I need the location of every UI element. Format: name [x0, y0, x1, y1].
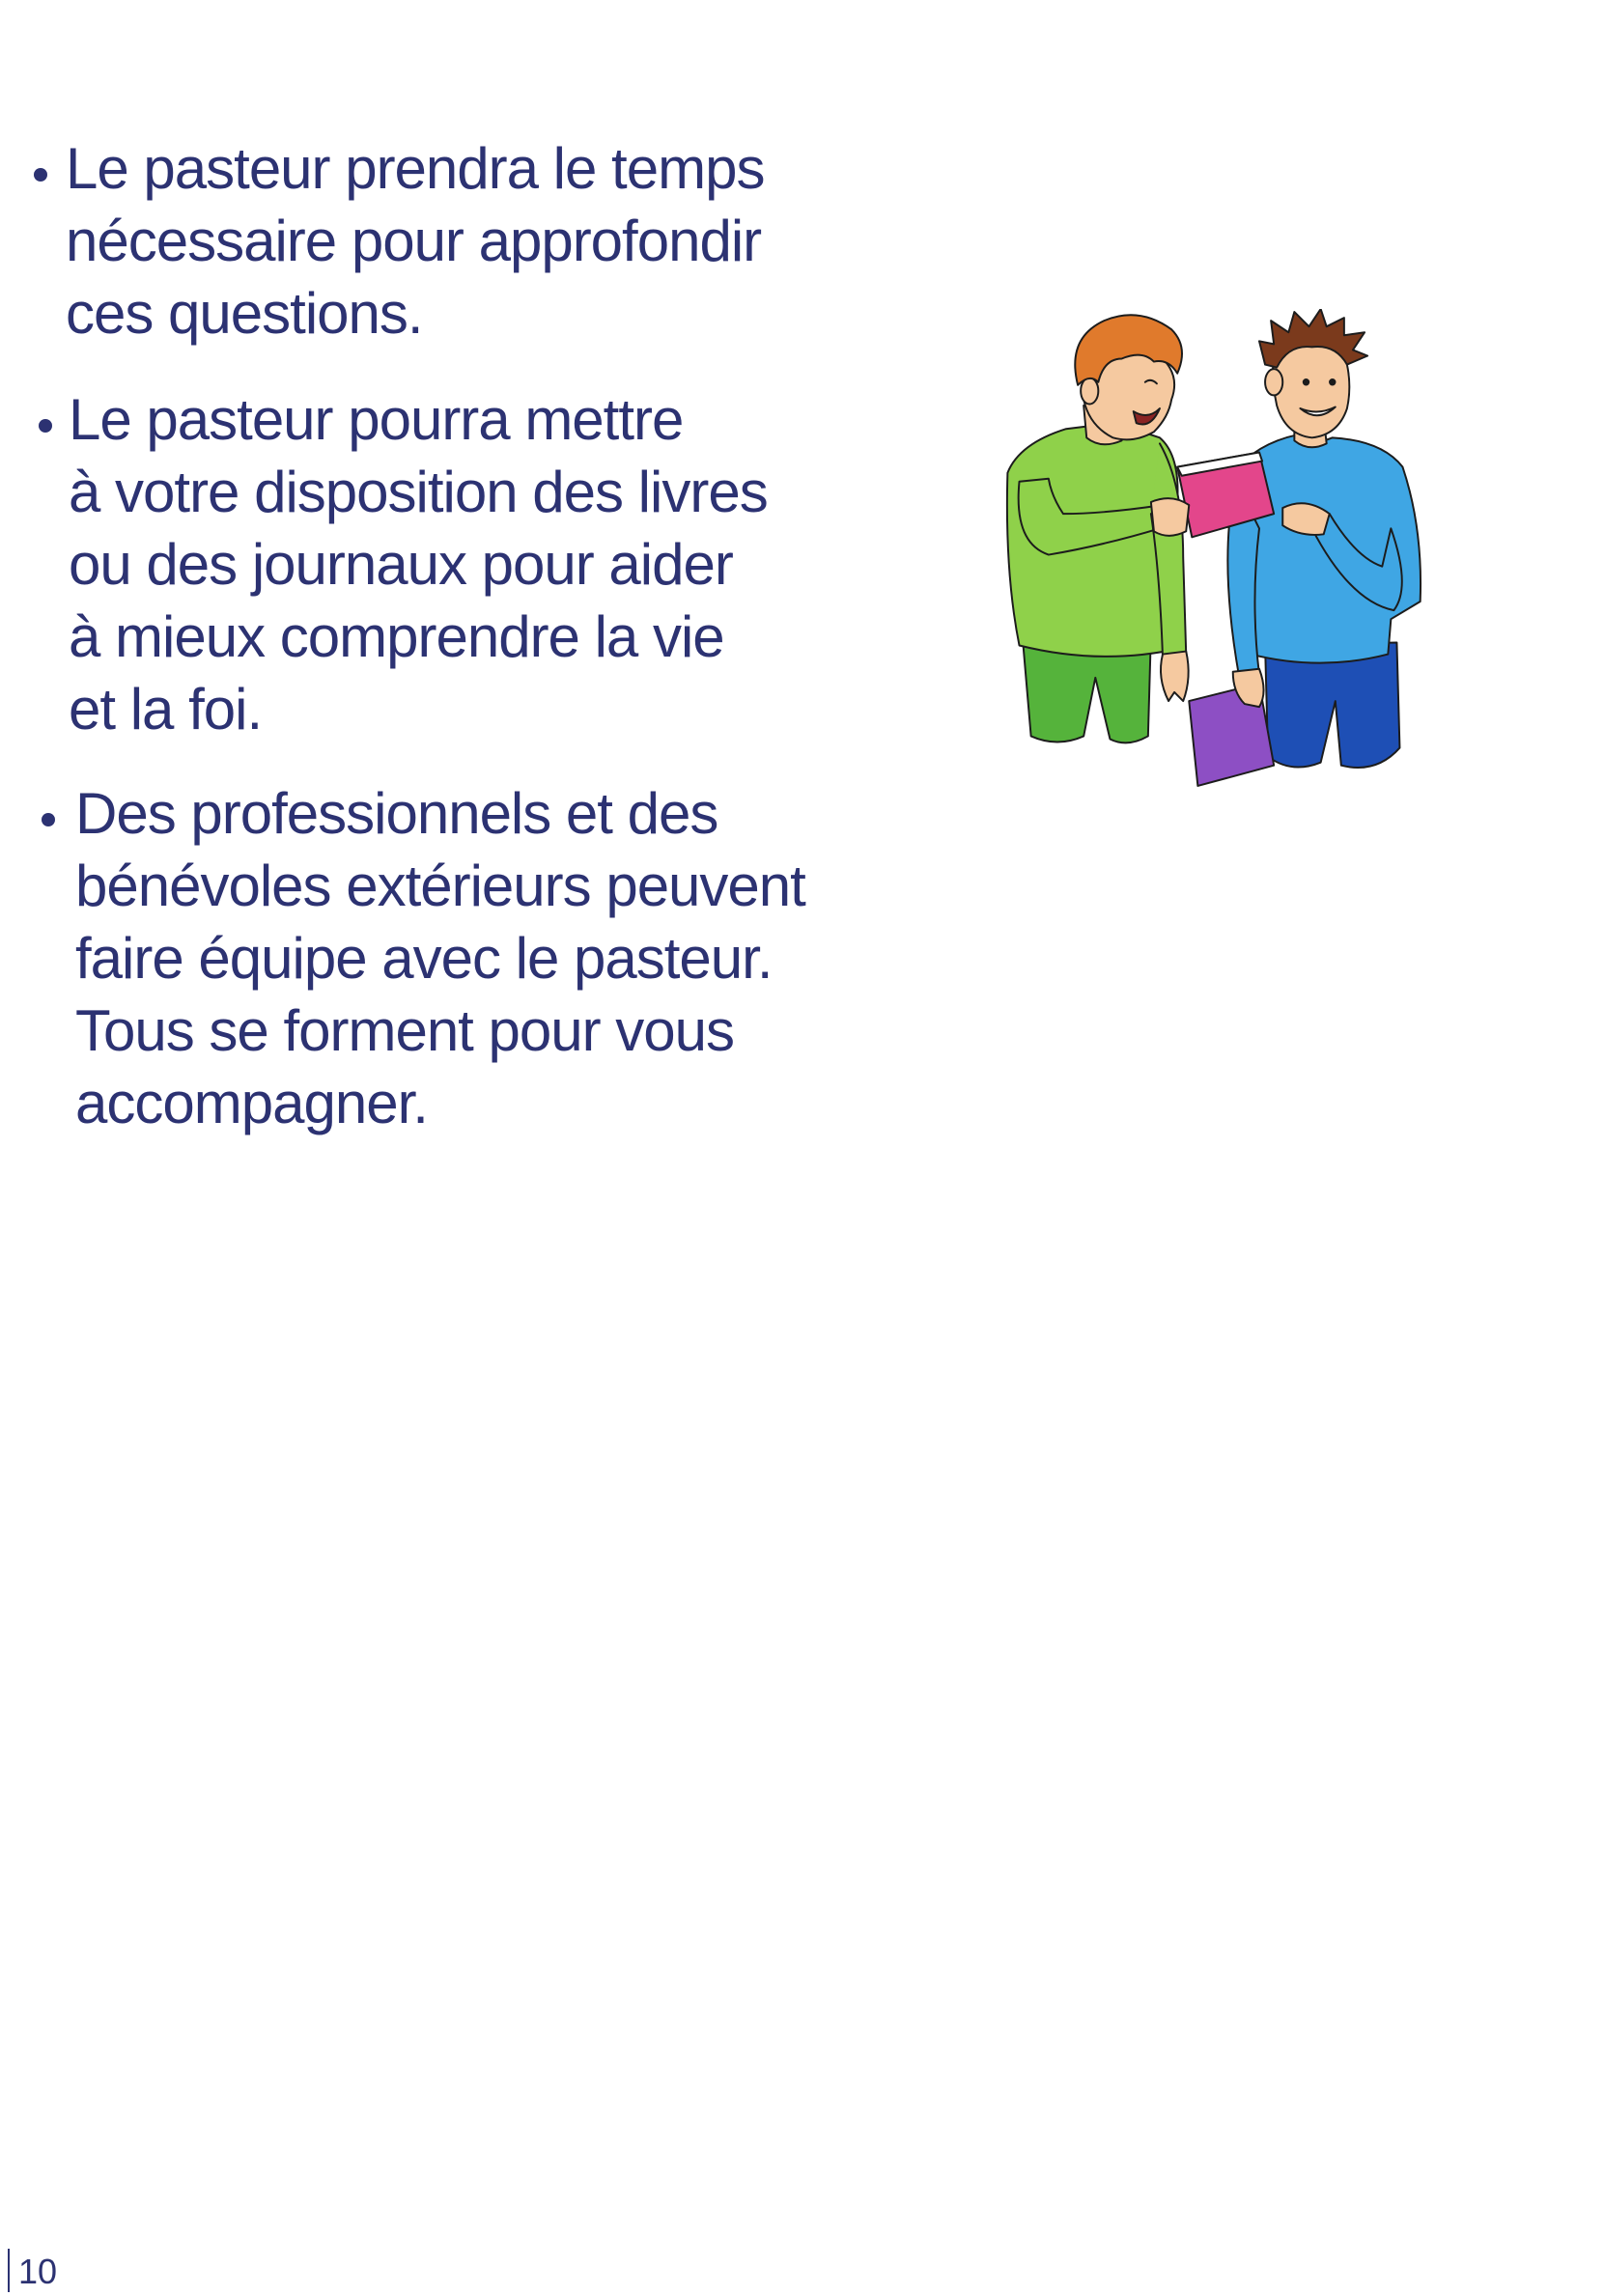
bullet-text-line: Des professionnels et des	[75, 781, 718, 846]
hand-hanging	[1161, 652, 1189, 702]
face	[1273, 344, 1349, 437]
bullet-text-line: ces questions.	[66, 281, 423, 346]
bullet-text-line: accompagner.	[75, 1071, 428, 1135]
eye	[1304, 379, 1309, 384]
bullet-text-line: Le pasteur prendra le temps	[66, 136, 765, 201]
bullet-item	[69, 383, 768, 745]
illustration-two-young-men	[999, 309, 1423, 792]
bullet-dot	[42, 813, 55, 826]
hand-holding-book	[1151, 498, 1189, 536]
ear	[1265, 369, 1282, 395]
page-number-divider	[8, 2249, 10, 2292]
bullet-text-line: faire équipe avec le pasteur.	[75, 926, 773, 991]
bullet-text-line: à votre disposition des livres	[69, 460, 768, 524]
ear	[1081, 378, 1098, 404]
bullet-item	[66, 132, 764, 350]
bullet-dot	[39, 419, 52, 433]
bullet-text-line: ou des journaux pour aider	[69, 532, 733, 597]
bullet-text-line: nécessaire pour approfondir	[66, 209, 762, 273]
bullet-dot	[34, 168, 47, 182]
bullet-text-line: et la foi.	[69, 677, 263, 742]
bullet-text-line: bénévoles extérieurs peuvent	[75, 854, 805, 918]
page-number: 10	[18, 2252, 58, 2291]
bullet-text-line: Le pasteur pourra mettre	[69, 387, 684, 452]
eye	[1330, 379, 1335, 384]
bullet-text-line: à mieux comprendre la vie	[69, 604, 724, 669]
bullet-item	[75, 777, 805, 1139]
bullet-text-line: Tous se forment pour vous	[75, 998, 735, 1063]
